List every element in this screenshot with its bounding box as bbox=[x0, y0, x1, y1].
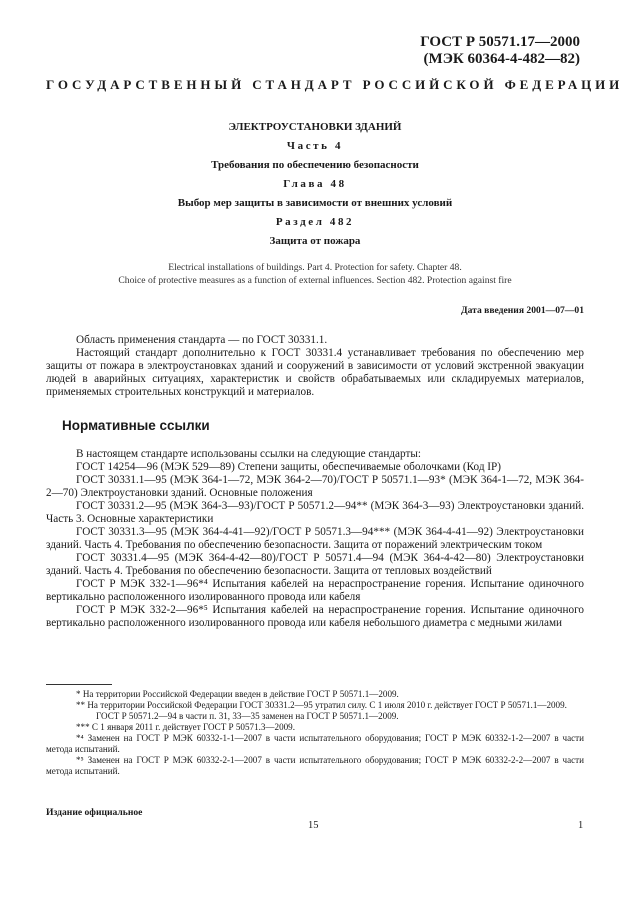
page-number-right: 1 bbox=[578, 820, 584, 831]
chapter-label: Глава 48 bbox=[283, 178, 347, 190]
standard-code-line2: (МЭК 60364-4-482—82) bbox=[423, 51, 580, 67]
footnote: ГОСТ Р 50571.2—94 в части п. 31, 33—35 заменен на ГОСТ Р 50571.1—2009. bbox=[96, 711, 399, 721]
normative-references-heading: Нормативные ссылки bbox=[62, 418, 210, 433]
reference-paragraph: ГОСТ 30331.1—95 (МЭК 364-1—72, МЭК 364-2—70)/ГОСТ Р 50571.1—93* (МЭК 364-1—72, МЭК 364-2—70) Электроустановки зданий. Основные положения bbox=[46, 474, 584, 499]
reference-paragraph: ГОСТ 30331.2—95 (МЭК 364-3—93)/ГОСТ Р 50571.2—94** (МЭК 364-3—93) Электроустановки зданий. Часть 3. Основные характеристики bbox=[46, 500, 584, 525]
footnote: *⁴ Заменен на ГОСТ Р МЭК 60332-1-1—2007 в части испытательного оборудования; ГОСТ Р МЭК 60332-1-2—2007 в части метода испытаний. bbox=[46, 733, 584, 754]
reference-paragraph: ГОСТ Р МЭК 332-2—96*⁵ Испытания кабелей на нераспространение горения. Испытание одиночного вертикально расположенного изолированного провода или кабеля небольшого диаметра с медными жилами bbox=[46, 604, 584, 629]
official-edition-label: Издание официальное bbox=[46, 807, 143, 818]
footnote: *** С 1 января 2011 г. действует ГОСТ Р 50571.3—2009. bbox=[76, 722, 295, 732]
normative-references-list bbox=[46, 448, 584, 630]
footnote: ** На территории Российской Федерации ГОСТ 30331.2—95 утратил силу. С 1 июля 2010 г. действует ГОСТ Р 50571.1—2009. bbox=[76, 700, 567, 710]
scope-section bbox=[46, 334, 584, 399]
footnotes bbox=[46, 689, 584, 777]
footnote: *⁵ Заменен на ГОСТ Р МЭК 60332-2-1—2007 в части испытательного оборудования; ГОСТ Р МЭК 60332-2-2—2007 в части метода испытаний. bbox=[46, 755, 584, 776]
standard-code-line1: ГОСТ Р 50571.17—2000 bbox=[420, 34, 580, 50]
page-number-center: 15 bbox=[308, 820, 319, 831]
document-title: ЭЛЕКТРОУСТАНОВКИ ЗДАНИЙ bbox=[228, 121, 402, 133]
chapter-title: Выбор мер защиты в зависимости от внешних условий bbox=[177, 197, 453, 209]
reference-paragraph: ГОСТ Р МЭК 332-1—96*⁴ Испытания кабелей на нераспространение горения. Испытание одиночного вертикально расположенного изолированного провода или кабеля bbox=[46, 578, 584, 603]
introduction-date: Дата введения 2001—07—01 bbox=[461, 305, 584, 316]
section-title: Защита от пожара bbox=[269, 235, 361, 247]
footnote-divider bbox=[46, 684, 112, 685]
part-label: Часть 4 bbox=[286, 140, 344, 152]
standard-code bbox=[420, 34, 580, 68]
part-title: Требования по обеспечению безопасности bbox=[211, 159, 419, 171]
english-title-line2: Choice of protective measures as a function of external influences. Section 482. Protection against fire bbox=[118, 275, 512, 286]
reference-paragraph: ГОСТ 14254—96 (МЭК 529—89) Степени защиты, обеспечиваемые оболочками (Код IP) bbox=[76, 461, 501, 473]
scope-paragraph: Настоящий стандарт дополнительно к ГОСТ 30331.4 устанавливает требования по обеспечению мер защиты от пожара в электроустановках зданий и сооружений в зависимости от условий экстренной эвакуации людей в аварийных ситуациях, характеристик и свойств обрабатываемых или складируемых материалов, применяемых строительных конструкций и материалов. bbox=[46, 347, 584, 398]
english-title-line1: Electrical installations of buildings. Part 4. Protection for safety. Chapter 48. bbox=[168, 262, 462, 273]
reference-paragraph: ГОСТ 30331.3—95 (МЭК 364-4-41—92)/ГОСТ Р 50571.3—94*** (МЭК 364-4-41—92) Электроустановки зданий. Часть 4. Требования по обеспечению безопасности. Защита от поражений электрическим током bbox=[46, 526, 584, 551]
reference-paragraph: ГОСТ 30331.4—95 (МЭК 364-4-42—80)/ГОСТ Р 50571.4—94 (МЭК 364-4-42—80) Электроустановки зданий. Часть 4. Требования по обеспечению безопасности. Защита от тепловых воздействий bbox=[46, 552, 584, 577]
footnote: * На территории Российской Федерации введен в действие ГОСТ Р 50571.1—2009. bbox=[76, 689, 399, 699]
scope-paragraph: Область применения стандарта — по ГОСТ 30331.1. bbox=[76, 334, 328, 346]
state-standard-heading: ГОСУДАРСТВЕННЫЙ СТАНДАРТ РОССИЙСКОЙ ФЕДЕРАЦИИ bbox=[46, 77, 624, 92]
reference-paragraph: В настоящем стандарте использованы ссылки на следующие стандарты: bbox=[76, 448, 421, 460]
section-label: Раздел 482 bbox=[275, 216, 355, 228]
